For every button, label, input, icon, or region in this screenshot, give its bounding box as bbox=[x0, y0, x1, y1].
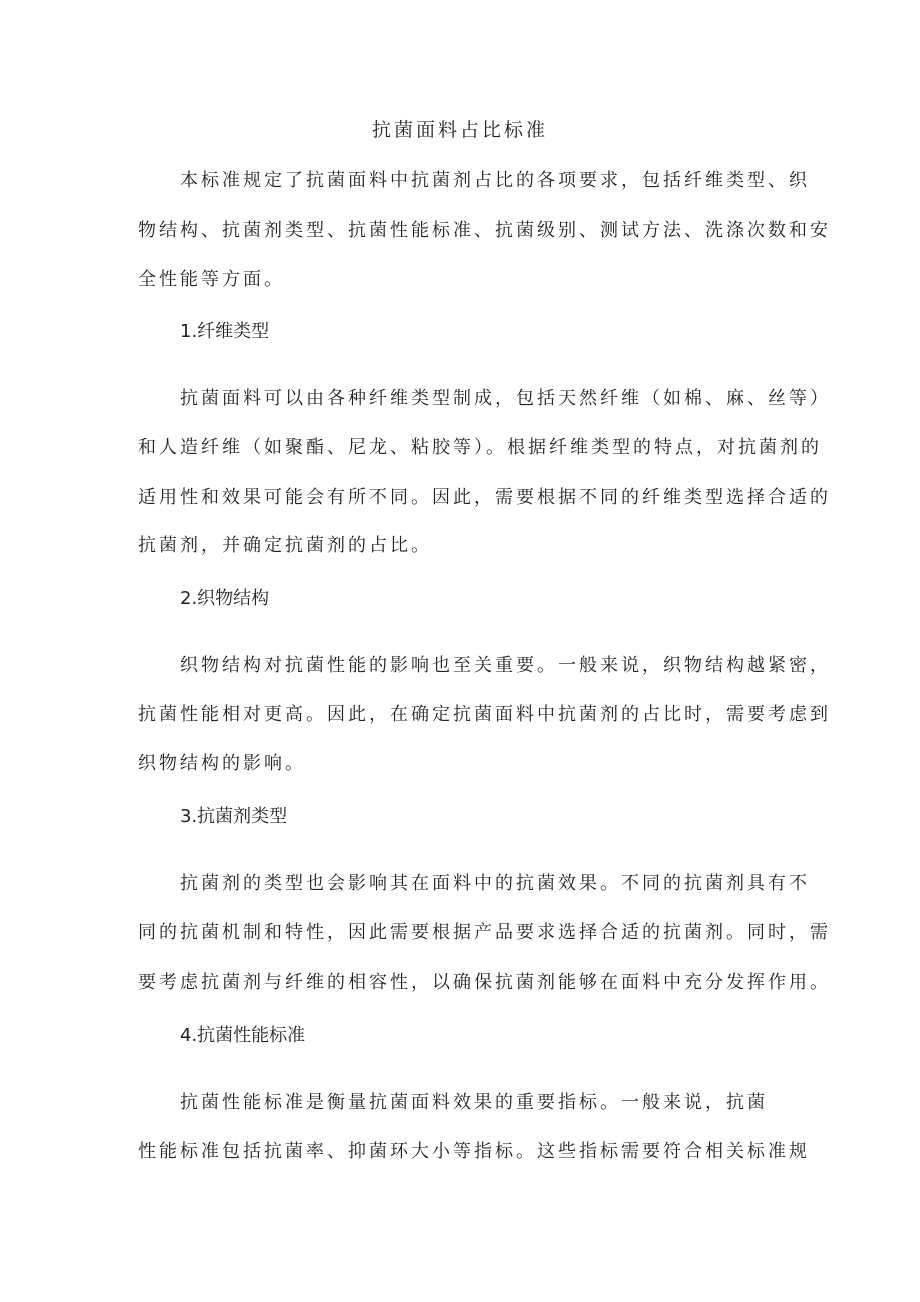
paragraph-line: 抗菌性能相对更高。因此，在确定抗菌面料中抗菌剂的占比时，需要考虑到 bbox=[138, 704, 831, 725]
paragraph-line: 抗菌性能标准是衡量抗菌面料效果的重要指标。一般来说，抗菌 bbox=[180, 1092, 768, 1113]
paragraph-line: 抗菌剂，并确定抗菌剂的占比。 bbox=[138, 535, 432, 556]
page-title: 抗菌面料占比标准 bbox=[371, 119, 548, 141]
section-heading: 3.抗菌剂类型 bbox=[180, 806, 288, 827]
paragraph-line: 抗菌剂的类型也会影响其在面料中的抗菌效果。不同的抗菌剂具有不 bbox=[180, 873, 810, 894]
paragraph-line: 性能标准包括抗菌率、抑菌环大小等指标。这些指标需要符合相关标准规 bbox=[138, 1141, 810, 1162]
intro-line: 全性能等方面。 bbox=[138, 269, 285, 290]
paragraph-line: 抗菌面料可以由各种纤维类型制成，包括天然纤维（如棉、麻、丝等） bbox=[180, 388, 831, 409]
intro-line: 物结构、抗菌剂类型、抗菌性能标准、抗菌级别、测试方法、洗涤次数和安 bbox=[138, 220, 831, 241]
section-heading: 2.织物结构 bbox=[180, 588, 270, 609]
paragraph-line: 同的抗菌机制和特性，因此需要根据产品要求选择合适的抗菌剂。同时，需 bbox=[138, 922, 831, 943]
section-heading: 4.抗菌性能标准 bbox=[180, 1025, 306, 1046]
paragraph-line: 适用性和效果可能会有所不同。因此，需要根据不同的纤维类型选择合适的 bbox=[138, 487, 831, 508]
paragraph-line: 织物结构对抗菌性能的影响也至关重要。一般来说，织物结构越紧密， bbox=[180, 655, 831, 676]
intro-line: 本标准规定了抗菌面料中抗菌剂占比的各项要求，包括纤维类型、织 bbox=[180, 170, 810, 191]
section-heading: 1.纤维类型 bbox=[180, 321, 270, 342]
paragraph-line: 要考虑抗菌剂与纤维的相容性，以确保抗菌剂能够在面料中充分发挥作用。 bbox=[138, 972, 831, 993]
paragraph-line: 织物结构的影响。 bbox=[138, 753, 306, 774]
paragraph-line: 和人造纤维（如聚酯、尼龙、粘胶等）。根据纤维类型的特点，对抗菌剂的 bbox=[138, 437, 822, 458]
